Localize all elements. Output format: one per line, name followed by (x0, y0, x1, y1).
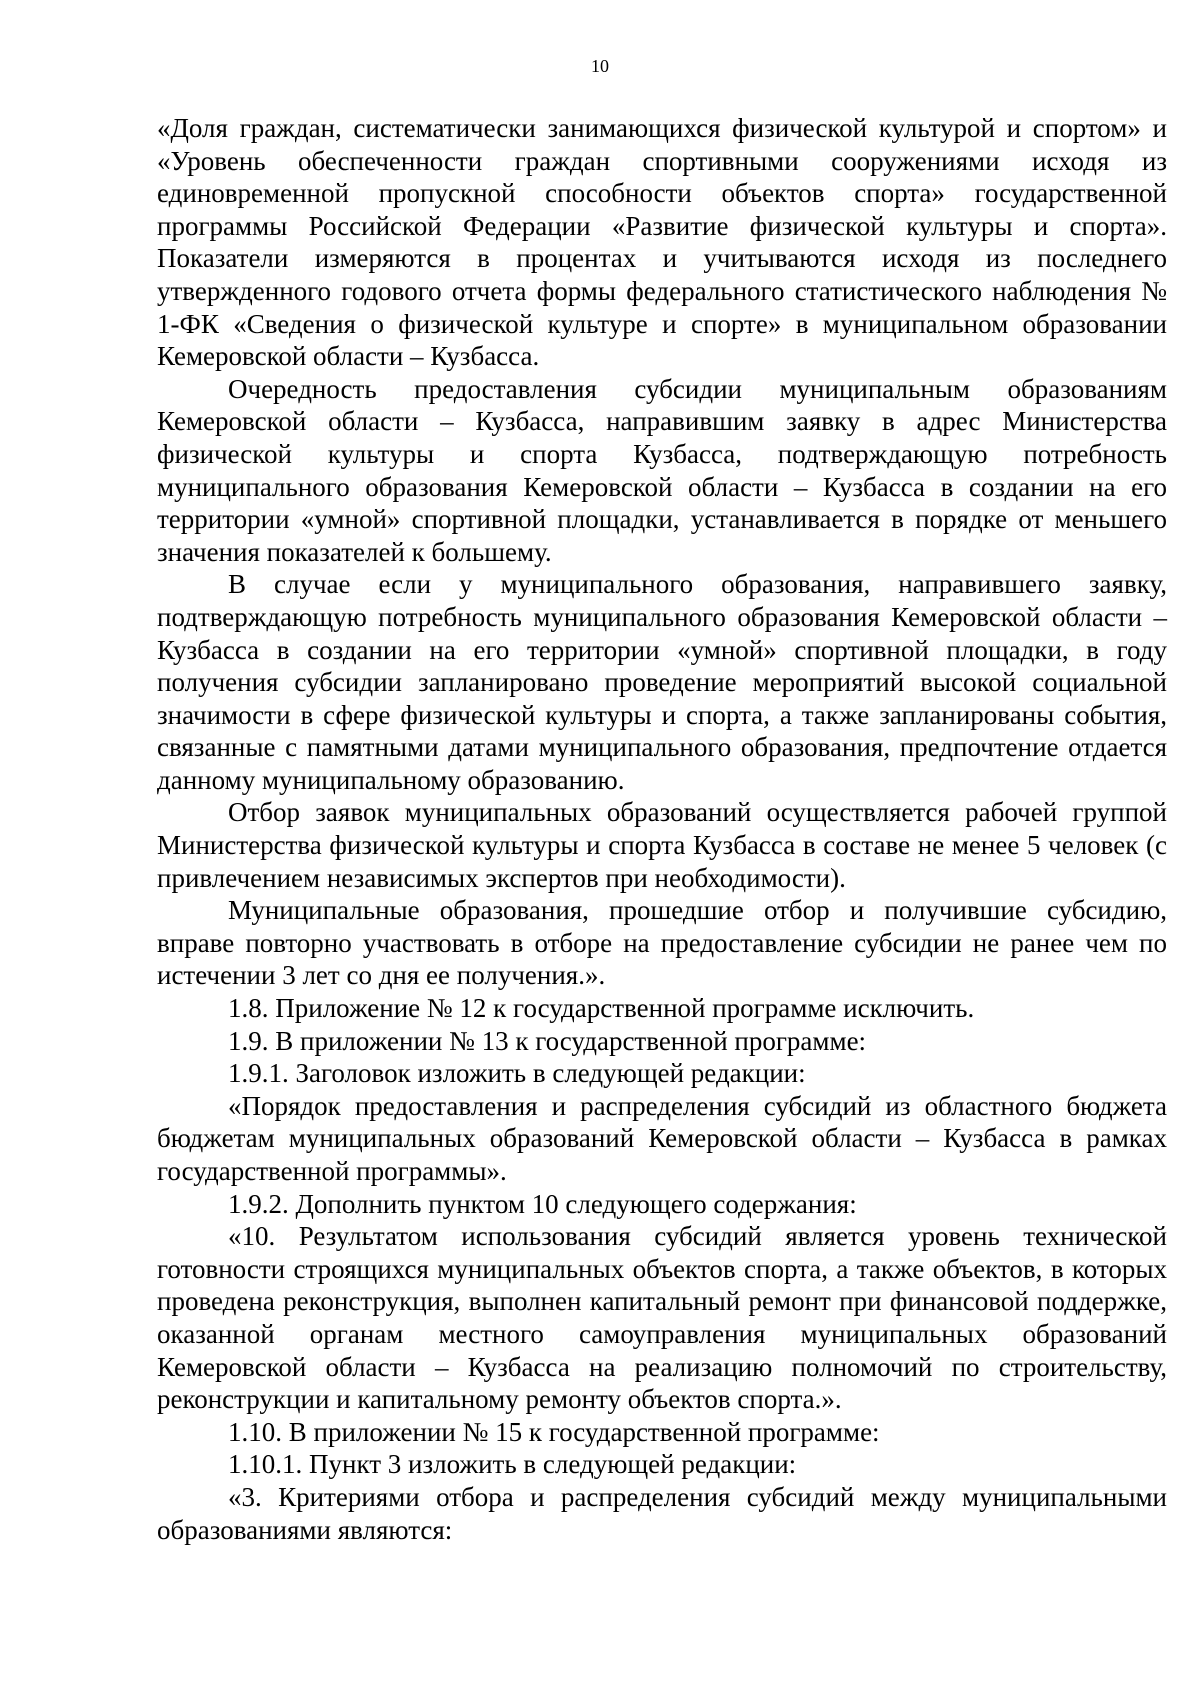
page-number: 10 (591, 56, 609, 76)
paragraph-item-1-9-2: 1.9.2. Дополнить пунктом 10 следующего содержания: (228, 1188, 857, 1219)
paragraph-priority-order: Очередность предоставления субсидии муниципальным образованиям Кемеровской области – Кузбасса, направившим заявку в адрес Министерства физической культуры и спорта Кузбасса, подтверждающую потребность муниципального образования Кемеровской области – Кузбасса в создании на его территории «умной» спортивной площадки, устанавливается в порядке от меньшего значения показателей к большему. (157, 373, 1167, 567)
paragraph-point-3: «3. Критериями отбора и распределения субсидий между муниципальными образованиями являются: (157, 1481, 1167, 1545)
paragraph-preference: В случае если у муниципального образования, направившего заявку, подтверждающую потребность муниципального образования Кемеровской области – Кузбасса в создании на его территории «умной» спортивной площадки, в году получения субсидии запланировано проведение мероприятий высокой социальной значимости в сфере физической культуры и спорта, а также запланированы события, связанные с памятными датами муниципального образования, предпочтение отдается данному муниципальному образованию. (157, 569, 1167, 795)
document-body (157, 112, 1167, 1546)
paragraph-new-title: «Порядок предоставления и распределения субсидий из областного бюджета бюджетам муниципальных образований Кемеровской области – Кузбасса в рамках государственной программы». (157, 1090, 1167, 1186)
paragraph-item-1-10: 1.10. В приложении № 15 к государственной программе: (228, 1416, 880, 1447)
paragraph-item-1-9: 1.9. В приложении № 13 к государственной программе: (228, 1025, 867, 1056)
paragraph-item-1-8: 1.8. Приложение № 12 к государственной программе исключить. (228, 993, 975, 1024)
paragraph-point-10: «10. Результатом использования субсидий является уровень технической готовности строящихся муниципальных объектов спорта, а также объектов, в которых проведена реконструкция, выполнен капитальный ремонт при финансовой поддержке, оказанной органам местного самоуправления муниципальных образований Кемеровской области – Кузбасса на реализацию полномочий по строительству, реконструкции и капитальному ремонту объектов спорта.». (157, 1221, 1167, 1415)
paragraph-item-1-10-1: 1.10.1. Пункт 3 изложить в следующей редакции: (228, 1449, 797, 1480)
paragraph-item-1-9-1: 1.9.1. Заголовок изложить в следующей редакции: (228, 1058, 806, 1089)
paragraph-repeat-participation: Муниципальные образования, прошедшие отбор и получившие субсидию, вправе повторно участвовать в отборе на предоставление субсидии не ранее чем по истечении 3 лет со дня ее получения.». (157, 895, 1167, 991)
paragraph-continuation: «Доля граждан, систематически занимающихся физической культурой и спортом» и «Уровень обеспеченности граждан спортивными сооружениями исходя из единовременной пропускной способности объектов спорта» государственной программы Российской Федерации «Развитие физической культуры и спорта». Показатели измеряются в процентах и учитываются исходя из последнего утвержденного годового отчета формы федерального статистического наблюдения № 1-ФК «Сведения о физической культуре и спорте» в муниципальном образовании Кемеровской области – Кузбасса. (157, 113, 1167, 372)
paragraph-selection-group: Отбор заявок муниципальных образований осуществляется рабочей группой Министерства физической культуры и спорта Кузбасса в составе не менее 5 человек (с привлечением независимых экспертов при необходимости). (157, 797, 1167, 893)
